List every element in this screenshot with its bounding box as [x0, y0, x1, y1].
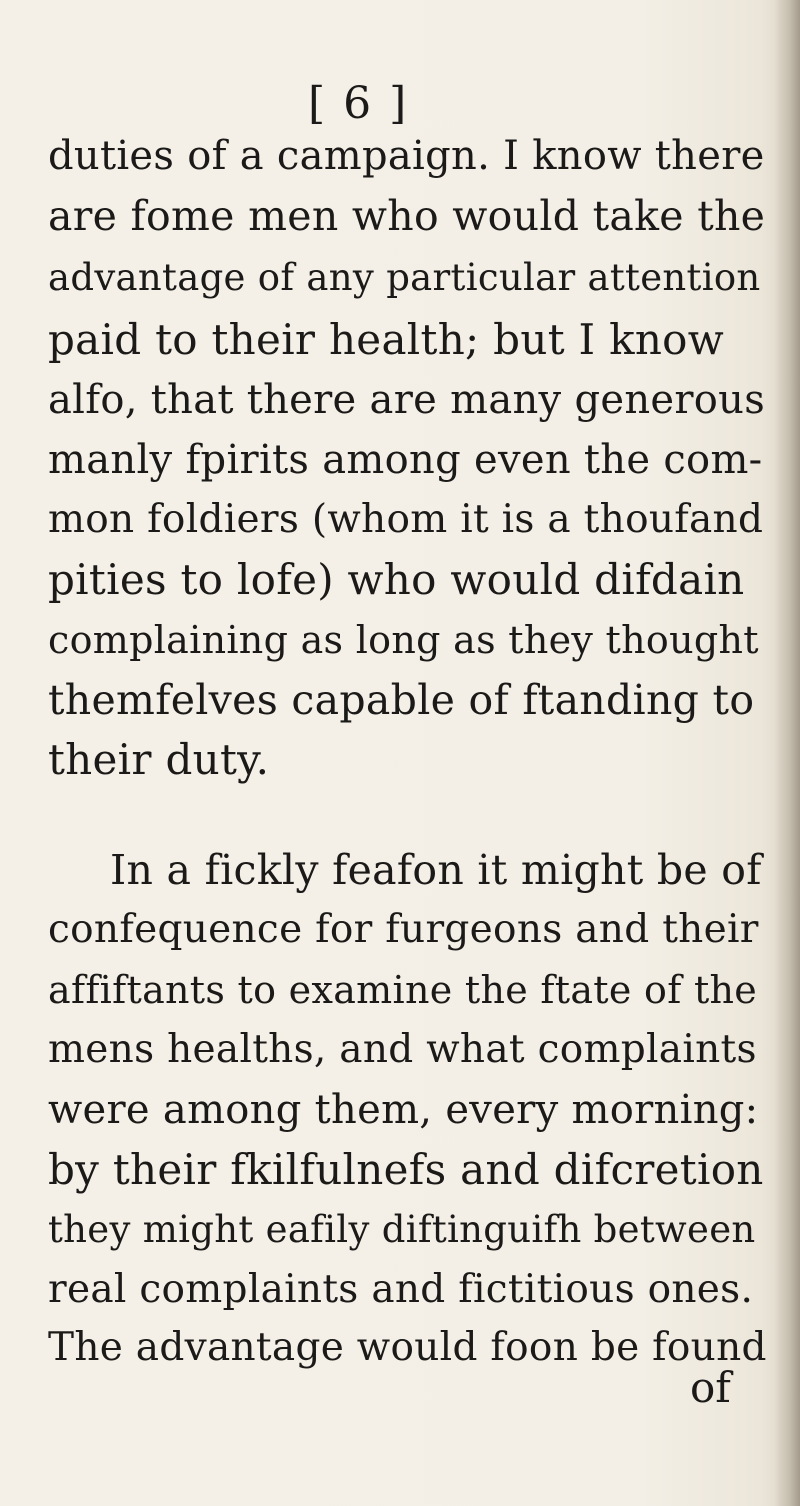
text-line: real complaints and fictitious ones. — [48, 1267, 754, 1312]
catchword: of — [690, 1363, 731, 1412]
text-line: themfelves capable of ftanding to — [48, 676, 755, 724]
text-line: manly fpirits among even the com- — [48, 437, 763, 483]
text-line: by their fkilfulnefs and difcretion — [48, 1145, 764, 1194]
text-line: mon foldiers (whom it is a thoufand — [48, 497, 764, 542]
text-line: their duty. — [48, 735, 270, 784]
text-line: affiftants to examine the ftate of the — [48, 968, 758, 1012]
page-number: [ 6 ] — [308, 78, 409, 129]
text-line: mens healths, and what complaints — [48, 1027, 757, 1072]
text-line: advantage of any particular attention — [48, 256, 761, 299]
text-line: In a fickly feafon it might be of — [110, 846, 762, 894]
text-line: pities to lofe) who would difdain — [48, 555, 745, 604]
text-line: are fome men who would take the — [48, 192, 766, 240]
text-line: complaining as long as they thought — [48, 618, 759, 662]
page-edge-shadow — [774, 0, 800, 1506]
text-line: were among them, every morning: — [48, 1087, 759, 1133]
text-line: they might eafily diftinguifh between — [48, 1208, 756, 1251]
text-line: duties of a campaign. I know there — [48, 133, 765, 179]
text-line: alfo, that there are many generous — [48, 377, 766, 423]
text-line: confequence for furgeons and their — [48, 907, 759, 952]
text-line: The advantage would foon be found — [48, 1325, 767, 1370]
text-line: paid to their health; but I know — [48, 315, 725, 364]
